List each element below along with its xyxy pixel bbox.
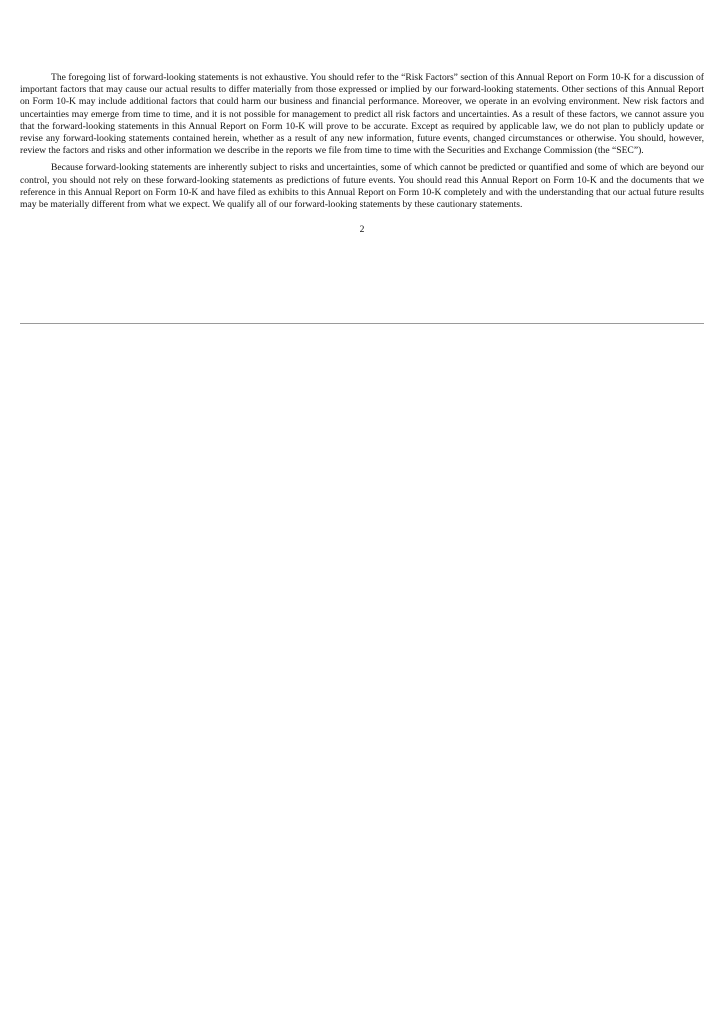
- paragraph-forward-looking-risks: Because forward-looking statements are inherently subject to risks and uncertainties, some of which cannot be predicted or quantified and some of which are beyond our control, you should not rely on these forward-looking statements as predictions of future events. You should read this Annual Report on Form 10-K and the documents that we reference in this Annual Report on Form 10-K and have filed as exhibits to this Annual Report on Form 10-K completely and with the understanding that our actual future results may be materially different from what we expect. We qualify all of our forward-looking statements by these cautionary statements.: [20, 162, 704, 211]
- page-break-divider: [20, 323, 704, 324]
- paragraph-forward-looking-not-exhaustive: The foregoing list of forward-looking statements is not exhaustive. You should refer to the “Risk Factors” section of this Annual Report on Form 10-K for a discussion of important factors that may cause our actual results to differ materially from those expressed or implied by our forward-looking statements. Other sections of this Annual Report on Form 10-K may include additional factors that could harm our business and financial performance. Moreover, we operate in an evolving environment. New risk factors and uncertainties may emerge from time to time, and it is not possible for management to predict all risk factors and uncertainties. As a result of these factors, we cannot assure you that the forward-looking statements in this Annual Report on Form 10-K will prove to be accurate. Except as required by applicable law, we do not plan to publicly update or revise any forward-looking statements contained herein, whether as a result of any new information, future events, changed circumstances or otherwise. You should, however, review the factors and risks and other information we describe in the reports we file from time to time with the Securities and Exchange Commission (the “SEC”).: [20, 72, 704, 157]
- document-page: [20, 72, 704, 236]
- page-number: 2: [359, 224, 365, 236]
